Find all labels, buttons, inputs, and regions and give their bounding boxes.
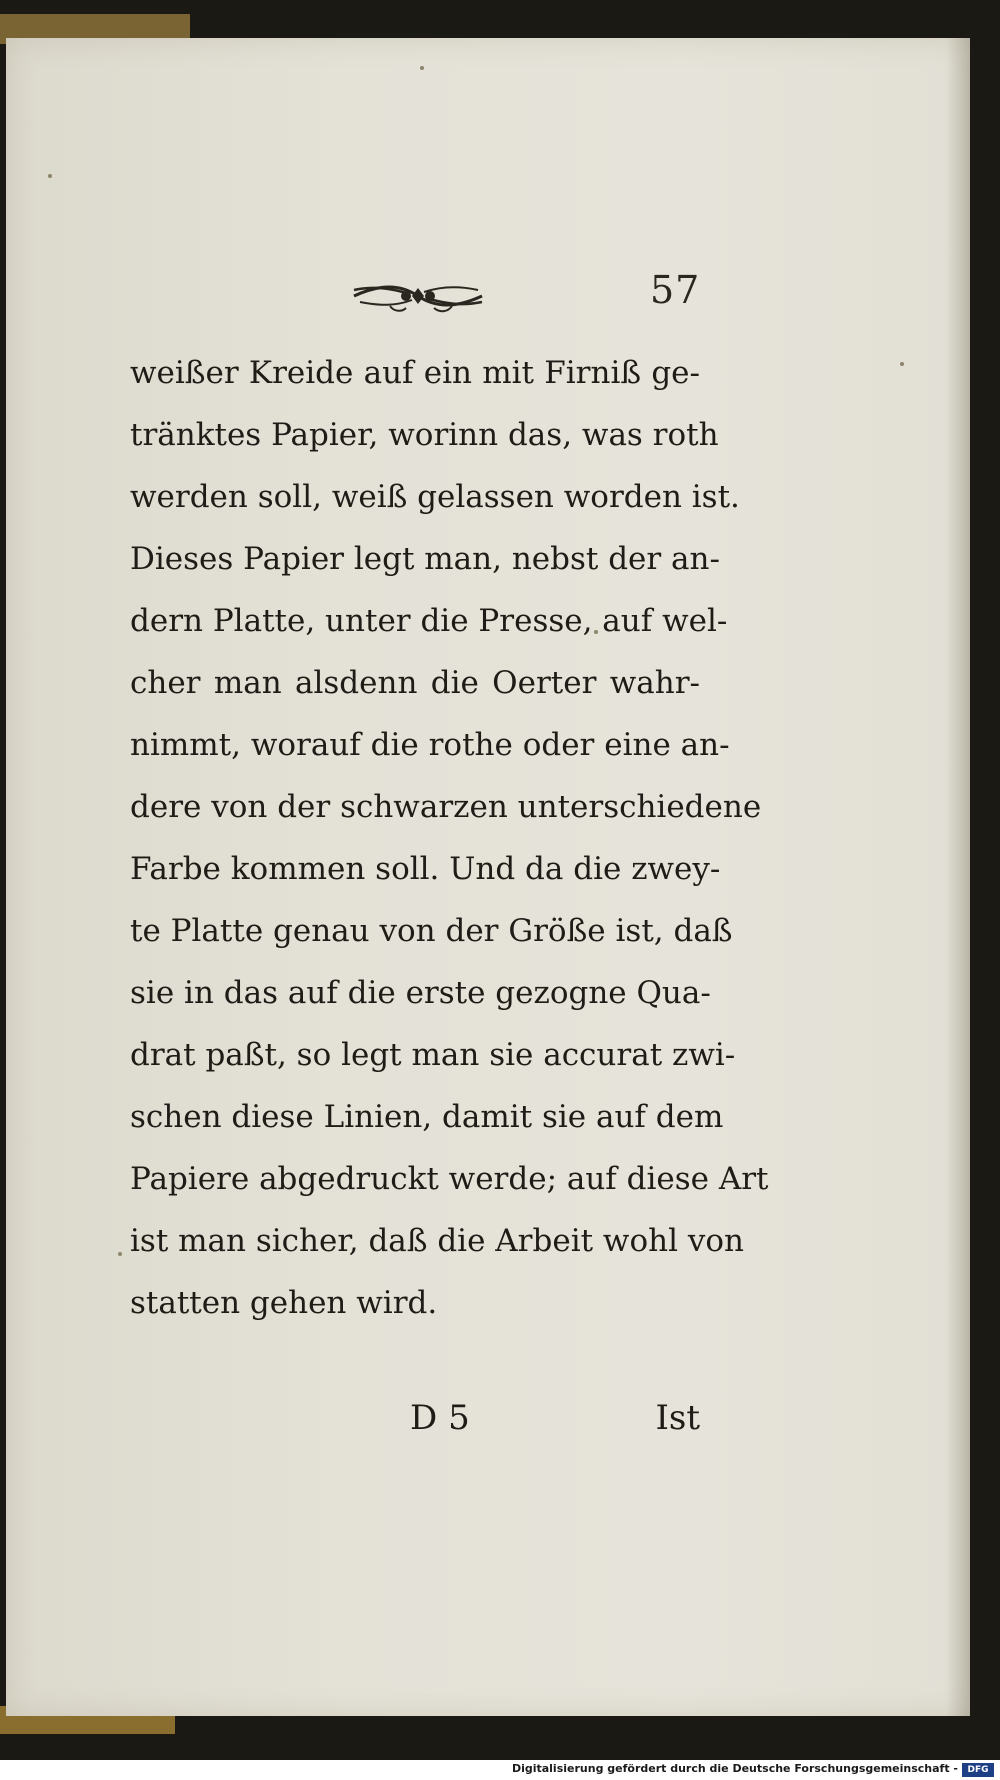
text-line: sie in das auf die erste gezogne Qua- xyxy=(130,975,711,1011)
text-line: Farbe kommen soll. Und da die zwey- xyxy=(130,851,721,887)
text-line: Dieses Papier legt man, nebst der an- xyxy=(130,541,720,577)
floral-ornament-icon xyxy=(350,276,486,316)
signature-mark: D 5 xyxy=(410,1398,470,1438)
credit-bar xyxy=(0,1760,1000,1780)
text-line: drat paßt, so legt man sie accurat zwi- xyxy=(130,1037,736,1073)
text-line: te Platte genau von der Größe ist, daß xyxy=(130,913,733,949)
dfg-logo: DFG xyxy=(962,1763,994,1777)
paper-speck xyxy=(420,66,424,70)
text-line: nimmt, worauf die rothe oder eine an- xyxy=(130,727,730,763)
paper-speck xyxy=(48,174,52,178)
text-line: werden soll, weiß gelassen worden ist. xyxy=(130,479,740,515)
funding-credit: Digitalisierung gefördert durch die Deutsche Forschungsgemeinschaft - xyxy=(511,1762,958,1775)
catchword: Ist xyxy=(655,1398,700,1438)
page-number: 57 xyxy=(650,268,701,312)
text-line: schen diese Linien, damit sie auf dem xyxy=(130,1099,724,1135)
text-line: dere von der schwarzen unterschiedene xyxy=(130,789,762,825)
text-line: cher man alsdenn die Oerter wahr- xyxy=(130,665,700,701)
page-footer xyxy=(410,1398,700,1448)
text-line: weißer Kreide auf ein mit Firniß ge- xyxy=(130,355,700,391)
body-text xyxy=(130,342,769,1334)
text-line: dern Platte, unter die Presse, auf wel- xyxy=(130,603,728,639)
text-line: Papiere abgedruckt werde; auf diese Art xyxy=(130,1161,769,1197)
text-line: ist man sicher, daß die Arbeit wohl von xyxy=(130,1223,744,1259)
text-line: statten gehen wird. xyxy=(130,1285,438,1321)
page-header xyxy=(350,268,700,328)
paper-speck xyxy=(118,1252,122,1256)
page-shadow xyxy=(946,38,970,1716)
paper-speck xyxy=(900,362,904,366)
text-line: tränktes Papier, worinn das, was roth xyxy=(130,417,719,453)
